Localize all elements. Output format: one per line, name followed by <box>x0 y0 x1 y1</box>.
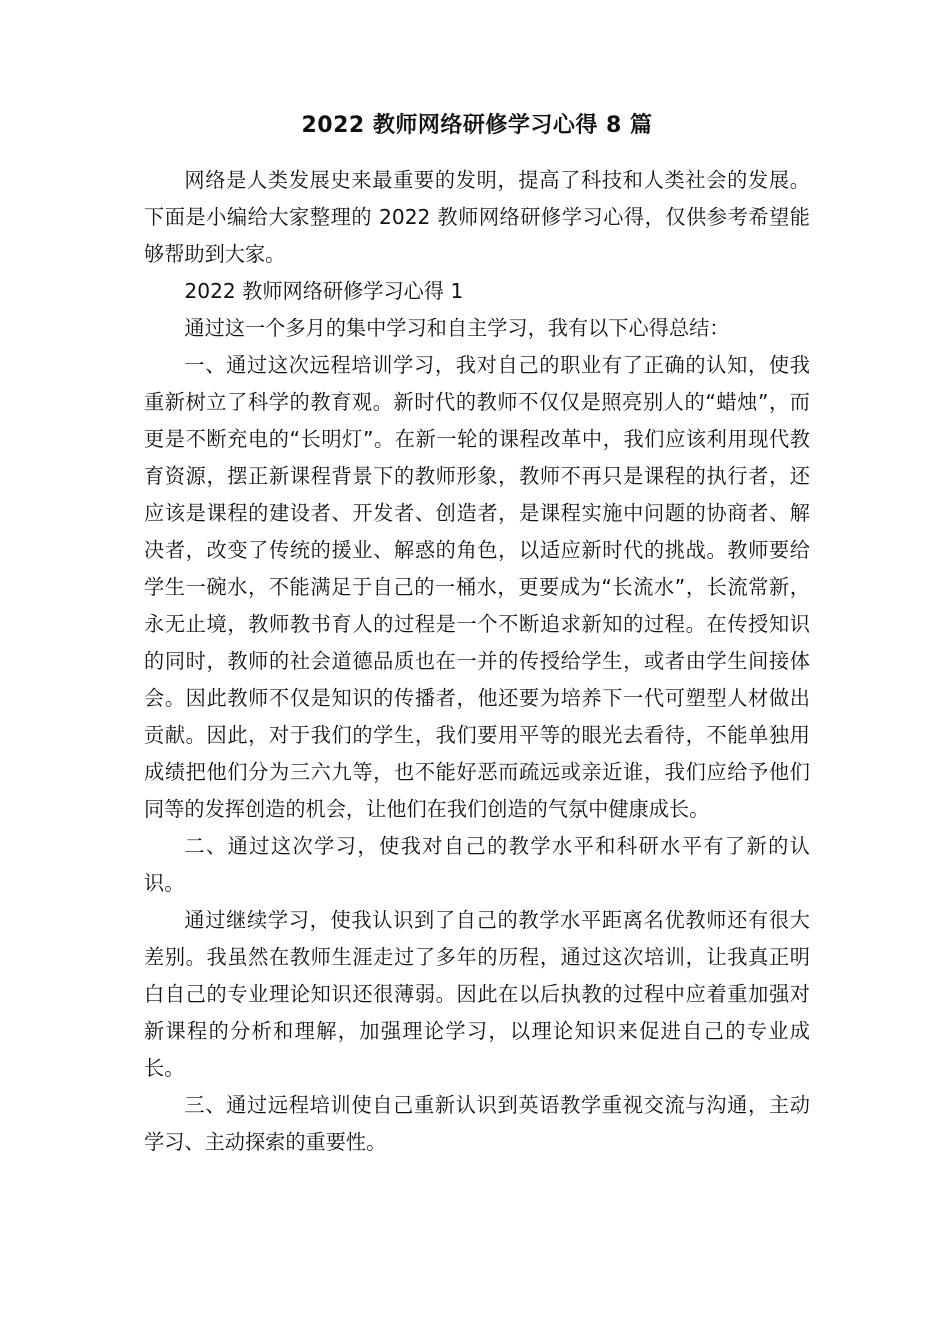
summary-lead-paragraph: 通过这一个多月的集中学习和自主学习，我有以下心得总结： <box>184 316 730 340</box>
point-one-paragraph: 一、通过这次远程培训学习，我对自己的职业有了正确的认知，使我重新树立了科学的教育观。新时代的教师不仅仅是照亮别人的“蜡烛”，而更是不断充电的“长明灯”。在新一轮的课程改革中，我们应该利用现代教育资源，摆正新课程背景下的教师形象，教师不再只是课程的执行者，还应该是课程的建设者、开发者、创造者，是课程实施中问题的协商者、解决者，改变了传统的援业、解惑的角色，以适应新时代的挑战。教师要给学生一碗水，不能满足于自己的一桶水，更要成为“长流水”，长流常新，永无止境，教师教书育人的过程是一个不断追求新知的过程。在传授知识的同时，教师的社会道德品质也在一并的传授给学生，或者由学生间接体会。因此教师不仅是知识的传播者，他还要为培养下一代可塑型人材做出贡献。因此，对于我们的学生，我们要用平等的眼光去看待，不能单独用成绩把他们分为三六九等，也不能好恶而疏远或亲近谁，我们应给予他们同等的发挥创造的机会，让他们在我们创造的气氛中健康成长。 <box>144 353 810 821</box>
point-two-paragraph: 二、通过这次学习，使我对自己的教学水平和科研水平有了新的认识。 <box>144 834 810 895</box>
intro-paragraph: 网络是人类发展史来最重要的发明，提高了科技和人类社会的发展。下面是小编给大家整理的 2022 教师网络研修学习心得，仅供参考希望能够帮助到大家。 <box>144 168 810 266</box>
point-two-detail-paragraph: 通过继续学习，使我认识到了自己的教学水平距离名优教师还有很大差别。我虽然在教师生涯走过了多年的历程，通过这次培训，让我真正明白自己的专业理论知识还很薄弱。因此在以后执教的过程中应着重加强对新课程的分析和理解，加强理论学习，以理论知识来促进自己的专业成长。 <box>144 908 810 1080</box>
point-three-paragraph: 三、通过远程培训使自己重新认识到英语教学重视交流与沟通，主动学习、主动探索的重要性。 <box>144 1093 810 1154</box>
section-heading-1: 2022 教师网络研修学习心得 1 <box>184 279 464 303</box>
document-body <box>144 110 810 1161</box>
document-title: 2022 教师网络研修学习心得 8 篇 <box>301 113 653 138</box>
